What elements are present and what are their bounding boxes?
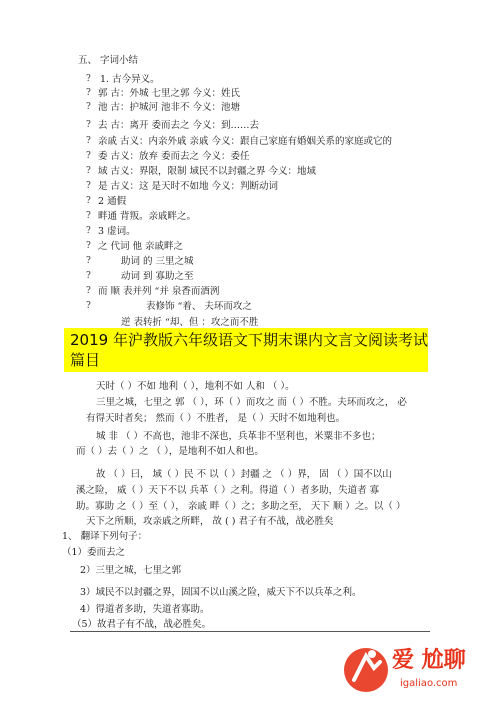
watermark-brand: 爱 尬聊 [392, 648, 466, 673]
bullet-mark: ? [86, 286, 91, 296]
section-heading: 五、 字词小结 [78, 55, 139, 66]
watermark-url: igaliao.com [400, 678, 458, 689]
glossary-line: 池 古：护城河 池非不 今义：池塘 [98, 102, 241, 113]
passage-line: 故 （ ）曰， 域（ ）民 不 以（ ）封疆 之 （ ）界， 固 （ ）国不以山 [96, 469, 392, 480]
bullet-mark: ? [86, 88, 91, 98]
document-title-continued: 篇目 [70, 351, 101, 369]
glossary-line: 域 古义：界限，限制 域民不以封疆之界 今义：地域 [98, 166, 317, 177]
bullet-mark: ? [86, 136, 91, 146]
exercise-item: （5）故君子有不战，战必胜矣。 [72, 619, 212, 630]
bullet-mark: ? [86, 196, 91, 206]
bullet-mark: ? [86, 151, 91, 161]
passage-line: 城 非 （ ）不高也，池非不深也，兵革非不坚利也，米粟非不多也； [96, 431, 381, 442]
bullet-mark: ? [86, 166, 91, 176]
passage-line: 天时（ ）不如 地利（ ），地利不如 人和 （ ）。 [96, 381, 295, 392]
glossary-line: 助词 的 三里之城 [121, 256, 194, 267]
exercise-item: 4）得道者多助，失道者寡助。 [80, 604, 210, 615]
glossary-line: 逆 表转折 “却、但 ：攻之而不胜 [121, 317, 259, 328]
bullet-mark: ? [86, 301, 91, 311]
bottom-divider [70, 631, 430, 632]
passage-line: 溪之险， 威（ ）天下不以 兵革（ ）之利。得道（ ）者多助，失道者 寡 [76, 485, 380, 496]
exercise-item: 2）三里之城，七里之郭 [80, 565, 182, 576]
glossary-line: 而 顺 表并列 “并 泉香而酒洌 [98, 286, 220, 297]
passage-line: 三里之城，七里之 郭 （ ），环（ ）而攻之 而（ ）不胜。夫环而攻之， 必 [96, 397, 407, 408]
glossary-line: 委 古义：放弃 委而去之 今义：委任 [98, 151, 250, 162]
exercise-heading-visible: 1、 翻译下列句子： [62, 531, 148, 542]
glossary-line: 动词 到 寡助之至 [121, 271, 194, 282]
passage-line: 天下之所顺，攻亲戚之所畔， 故 ( ) 君子有不战，战必胜矣 [86, 516, 334, 527]
bullet-mark: ? [86, 241, 91, 251]
glossary-line: 畔通 背叛。亲戚畔之。 [98, 211, 197, 222]
passage-line: 而（ ）去（ ）之 （ ），是地利不如人和也。 [76, 446, 264, 457]
bullet-mark: ? [86, 74, 91, 84]
glossary-line: 之 代词 他 亲戚畔之 [98, 241, 184, 252]
exercise-item: （1）委而去之 [62, 547, 126, 558]
bullet-mark: ? [86, 271, 91, 281]
bullet-mark: ? [86, 102, 91, 112]
passage-line: 有得天时者矣； 然而（ ）不胜者， 是（ ）天时不如地利也。 [86, 413, 346, 424]
glossary-line: 是 古义：这 是天时不如地 今义：判断动词 [98, 181, 279, 192]
bullet-mark: ? [86, 211, 91, 221]
glossary-line: 1. 古今异义。 [100, 74, 160, 85]
bullet-mark: ? [86, 256, 91, 266]
document-title: 2019 年沪教版六年级语文下期末课内文言文阅读考试 [70, 331, 428, 349]
glossary-line: 去 古：离开 委而去之 今义：到……去 [98, 120, 260, 131]
glossary-line: 表修饰 “着、 夫环而攻之 [146, 301, 252, 312]
passage-line: 助。寡助 之（ ）至（ ）， 亲戚 畔（ ）之；多助之至， 天下 顺 ）之。以（ ） [76, 501, 406, 512]
glossary-line: 3 虚词。 [98, 226, 136, 237]
glossary-line: 郭 古：外城 七里之郭 今义：姓氏 [98, 88, 241, 99]
title-banner [64, 328, 428, 372]
bullet-mark: ? [86, 120, 91, 130]
bullet-mark: ? [86, 226, 91, 236]
glossary-line: 2 通假 [98, 196, 127, 207]
bullet-mark: ? [86, 181, 91, 191]
glossary-line: 亲戚 古义：内亲外戚 亲戚 今义：跟自己家庭有婚姻关系的家庭或它的 [98, 136, 393, 147]
exercise-item: 3）域民不以封疆之界，固国不以山溪之险，威天下不以兵革之利。 [80, 587, 362, 598]
